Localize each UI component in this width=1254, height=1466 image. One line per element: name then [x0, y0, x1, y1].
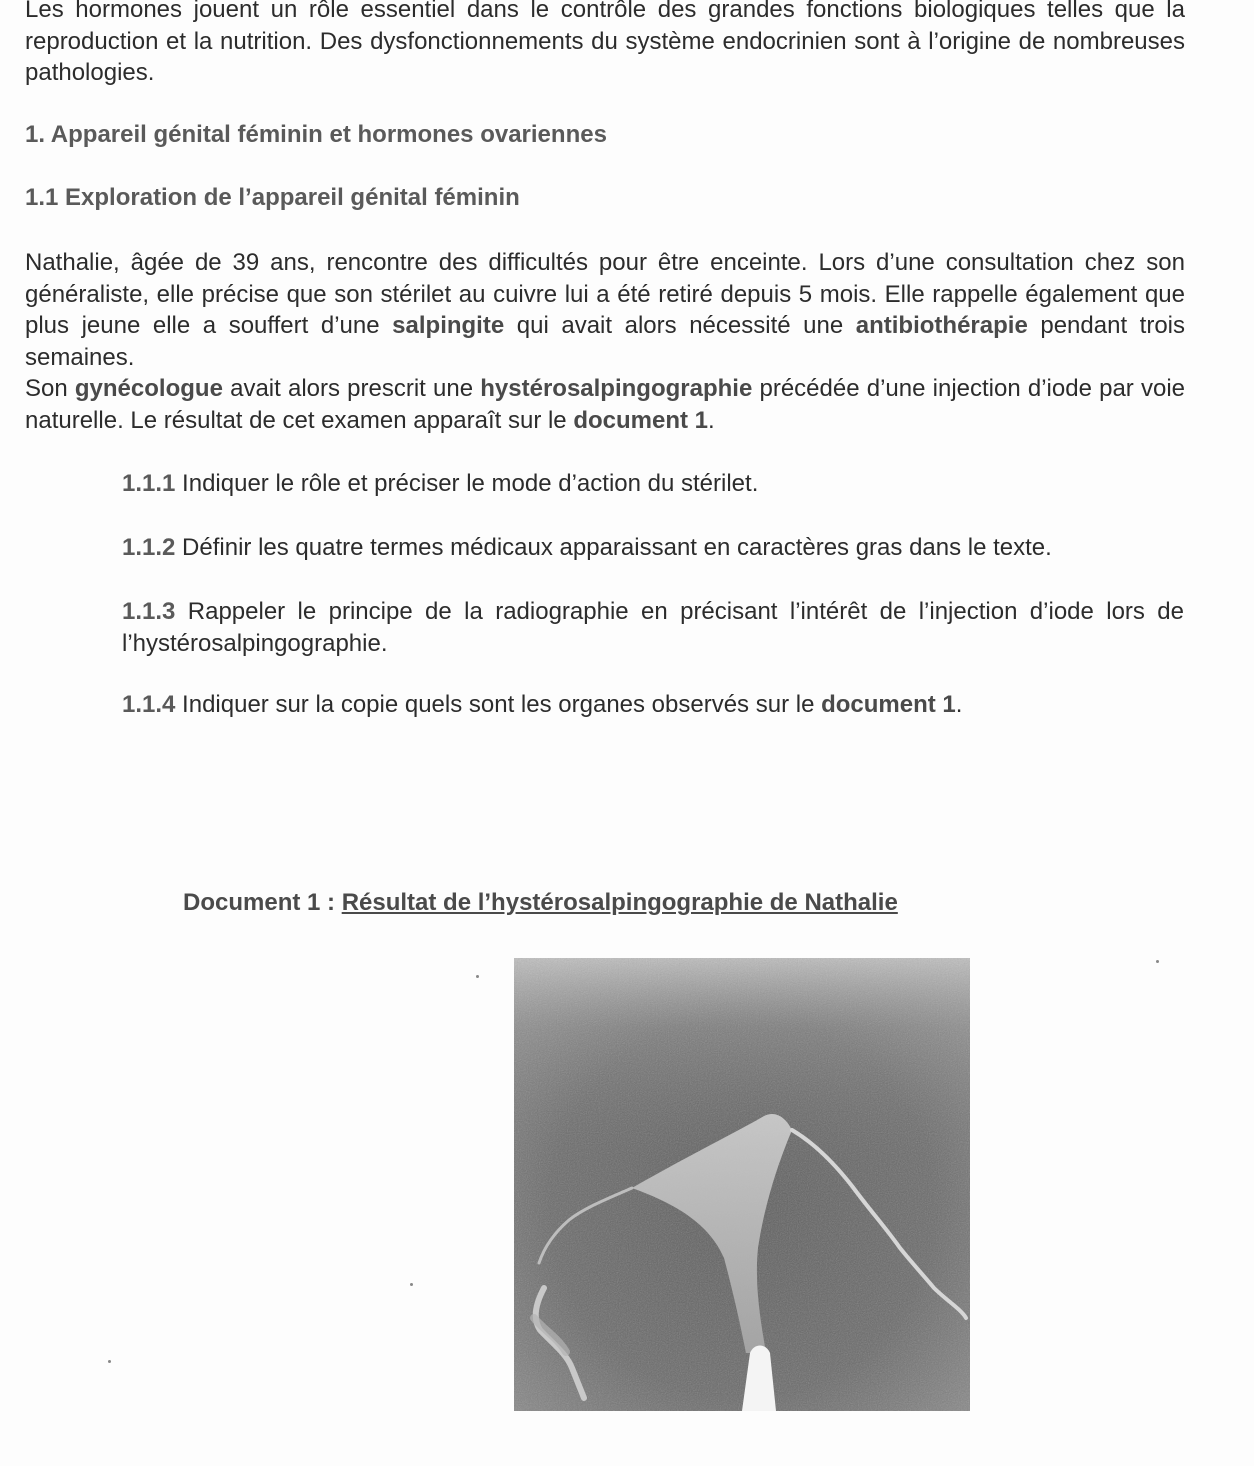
case-text: pendant trois semaines. — [25, 312, 1186, 371]
section-heading-1: 1. Appareil génital féminin et hormones ovariennes — [25, 121, 607, 148]
hysterosalpingography-image — [514, 958, 970, 1411]
document-reference: document 1 — [573, 406, 709, 434]
intro-text: Les hormones jouent un rôle essentiel dans le contrôle des grandes fonctions biologiques telles que la reproduction et la nutrition. Des dysfonctionnements du système endocrinien sont à l’origine de nombreuses pathologies. — [25, 0, 1185, 86]
case-text: Son — [25, 375, 75, 402]
scan-speck — [410, 1283, 413, 1286]
case-text: Nathalie, âgée de 39 ans, rencontre des difficultés pour être enceinte. Lors d’une consultation chez son généraliste, elle précise que son stérilet au cuivre lui a été retiré depuis 5 mois. Elle rappelle également que plus jeune elle a souffert d’une — [25, 249, 1185, 339]
case-paragraph-2 — [25, 373, 1185, 436]
intro-paragraph — [25, 0, 1185, 89]
question-1-1-2 — [122, 532, 1184, 564]
case-text: qui avait alors nécessité une — [504, 312, 856, 339]
case-description — [25, 247, 1185, 436]
term-hysterosalpingographie: hystérosalpingographie — [480, 375, 753, 402]
question-number: 1.1.1 — [122, 470, 176, 497]
question-1-1-3 — [122, 596, 1184, 659]
case-paragraph-1 — [25, 247, 1185, 373]
question-number: 1.1.4 — [122, 691, 176, 718]
question-1-1-4 — [122, 689, 1184, 721]
xray-illustration — [514, 958, 970, 1411]
term-salpingite: salpingite — [392, 312, 505, 339]
term-gynecologue: gynécologue — [74, 375, 223, 402]
question-text: Rappeler le principe de la radiographie en précisant l’intérêt de l’injection d’iode lors de l’hystérosalpingographie. — [122, 598, 1184, 657]
question-text: Définir les quatre termes médicaux apparaissant en caractères gras dans le texte. — [175, 534, 1052, 561]
scan-speck — [1156, 960, 1159, 963]
question-number: 1.1.2 — [122, 534, 176, 561]
question-number: 1.1.3 — [122, 598, 176, 625]
document-1-label: Document 1 : — [183, 889, 342, 916]
question-end: . — [955, 691, 963, 718]
document-reference: document 1 — [821, 691, 956, 718]
scan-speck — [108, 1360, 111, 1363]
document-1-title: Résultat de l’hystérosalpingographie de Nathalie — [341, 889, 898, 916]
term-antibiotherapie: antibiothérapie — [855, 312, 1028, 339]
document-1-caption — [183, 889, 898, 917]
case-text: avait alors prescrit une — [222, 375, 481, 402]
section-heading-1-1: 1.1 Exploration de l’appareil génital féminin — [25, 184, 520, 211]
question-1-1-1 — [122, 468, 1184, 500]
case-text: . — [708, 406, 715, 434]
question-text: Indiquer sur la copie quels sont les organes observés sur le — [175, 691, 822, 718]
question-text: Indiquer le rôle et préciser le mode d’action du stérilet. — [175, 470, 759, 497]
scan-speck — [476, 975, 479, 978]
case-text: précédée d’une injection d’iode par voie naturelle. Le résultat de cet examen apparaît sur le — [25, 375, 1186, 434]
